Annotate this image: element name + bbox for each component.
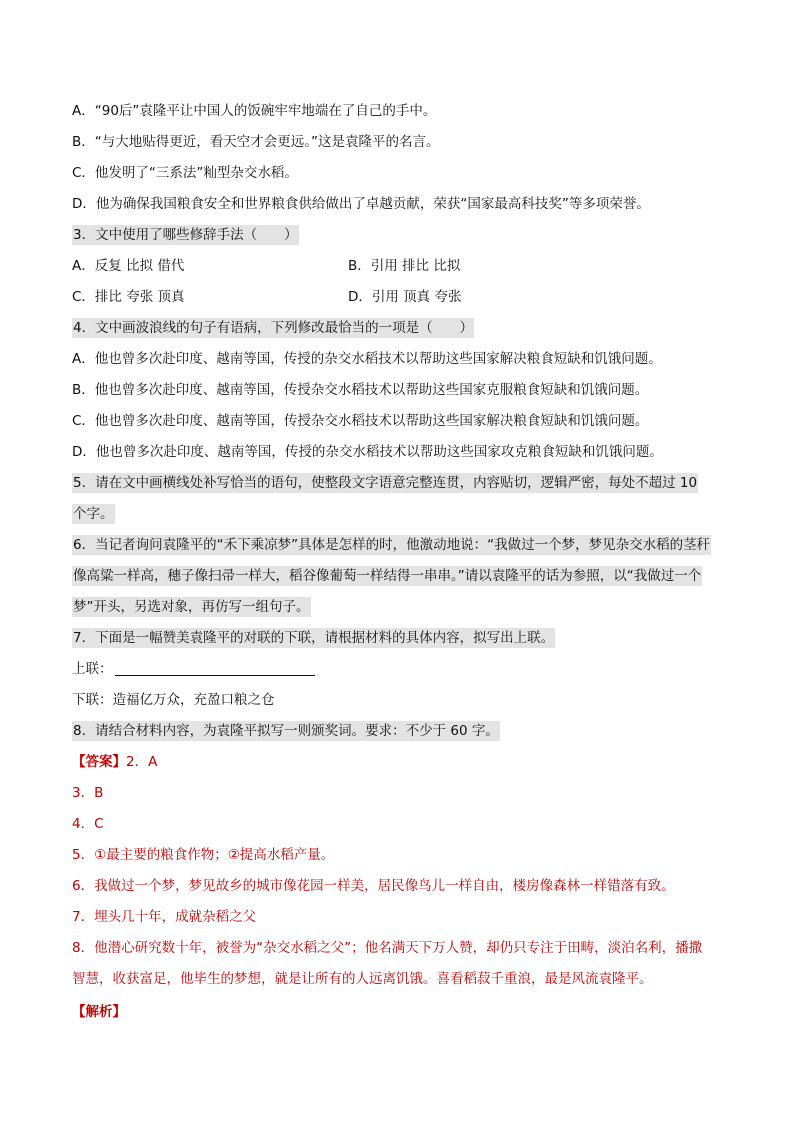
- answer-2: 2．A: [126, 754, 158, 770]
- q7-lower-line: 下联：造福亿万众，充盈口粮之仓: [72, 692, 275, 708]
- q3-option-b: B．引用 排比 比拟: [348, 258, 461, 274]
- q7-upper-label: 上联：: [72, 661, 113, 677]
- q3-option-d: D．引用 顶真 夸张: [348, 289, 462, 305]
- q3-option-c: C．排比 夸张 顶真: [72, 289, 185, 305]
- q5-line-1: [72, 468, 732, 499]
- q4-option-d: D．他也曾多次赴印度、越南等国，传授的杂交水稻技术以帮助这些国家攻克粮食短缺和饥饿问题。: [72, 444, 663, 460]
- q3-stem: 3．文中使用了哪些修辞手法（ ）: [73, 227, 298, 243]
- answer-4: 4．C: [72, 816, 104, 832]
- answer-8-line-2: 智慧，收获富足，他毕生的梦想，就是让所有的人远离饥饿。喜看稻菽千重浪，最是风流袁隆平。: [72, 971, 653, 987]
- q1-option-b: B．“与大地贴得更近，看天空才会更远。”这是袁隆平的名言。: [72, 134, 440, 150]
- q7-stem-line: [72, 623, 732, 654]
- q1-option-d: D．他为确保我国粮食安全和世界粮食供给做出了卓越贡献，荣获“国家最高科技奖”等多项荣誉。: [72, 196, 650, 212]
- q6-line-1: [72, 530, 732, 561]
- q6-text-1: 6．当记者询问袁隆平的“禾下乘凉梦”具体是怎样的时，他激动地说：“我做过一个梦，梦见杂交水稻的茎秆: [73, 537, 711, 553]
- q3-option-a: A．反复 比拟 借代: [72, 258, 185, 274]
- q8-stem: 8．请结合材料内容，为袁隆平拟写一则颁奖词。要求：不少于 60 字。: [73, 723, 499, 739]
- answer-7: 7．埋头几十年，成就杂稻之父: [72, 909, 257, 925]
- q6-text-2: 像高粱一样高，穗子像扫帚一样大，稻谷像葡萄一样结得一串串。”请以袁隆平的话为参照，以“我做过一个: [73, 568, 702, 584]
- q4-stem-line: [72, 313, 732, 344]
- q4-option-c: C．他也曾多次赴印度、越南等国，传授杂交水稻技术以帮助这些国家解决粮食短缺和饥饿问题。: [72, 413, 649, 429]
- q4-option-b: B．他也曾多次赴印度、越南等国，传授杂交水稻技术以帮助这些国家克服粮食短缺和饥饿问题。: [72, 382, 649, 398]
- q7-upper-blank[interactable]: [115, 659, 315, 676]
- q7-stem: 7．下面是一幅赞美袁隆平的对联的下联，请根据材料的具体内容，拟写出上联。: [73, 630, 555, 646]
- answer-3: 3．B: [72, 785, 104, 801]
- q6-line-3: [72, 592, 732, 623]
- answer-tag: 【答案】: [72, 754, 126, 770]
- document-page: [72, 96, 732, 1028]
- q5-text-1: 5．请在文中画横线处补写恰当的语句，使整段文字语意完整连贯，内容贴切，逻辑严密，每处不超过 10: [73, 475, 698, 491]
- q4-stem: 4．文中画波浪线的句子有语病，下列修改最恰当的一项是（ ）: [73, 320, 474, 336]
- answer-8-line-1: 8．他潜心研究数十年，被誉为“杂交水稻之父”；他名满天下万人赞，却仍只专注于田畴，淡泊名利，播撒: [72, 940, 703, 956]
- q4-option-a: A．他也曾多次赴印度、越南等国，传授的杂交水稻技术以帮助这些国家解决粮食短缺和饥饿问题。: [72, 351, 662, 367]
- analysis-tag: 【解析】: [72, 1004, 126, 1020]
- answer-6: 6．我做过一个梦，梦见故乡的城市像花园一样美，居民像鸟儿一样自由，楼房像森林一样错落有致。: [72, 878, 675, 894]
- q3-options-row-1: [72, 251, 732, 282]
- q8-stem-line: [72, 716, 732, 747]
- q6-line-2: [72, 561, 732, 592]
- q6-text-3: 梦”开头，另选对象，再仿写一组句子。: [73, 599, 310, 615]
- answer-line-2: [72, 747, 732, 778]
- q5-line-2: [72, 499, 732, 530]
- q7-upper-line: [72, 654, 732, 685]
- q3-options-row-2: [72, 282, 732, 313]
- q1-option-a: A．“90后”袁隆平让中国人的饭碗牢牢地端在了自己的手中。: [72, 103, 437, 119]
- q5-text-2: 个字。: [73, 506, 114, 522]
- analysis-line: [72, 997, 732, 1028]
- q1-option-c: C．他发明了“三系法”籼型杂交水稻。: [72, 165, 298, 181]
- answer-5: 5．①最主要的粮食作物；②提高水稻产量。: [72, 847, 335, 863]
- q3-stem-line: [72, 220, 732, 251]
